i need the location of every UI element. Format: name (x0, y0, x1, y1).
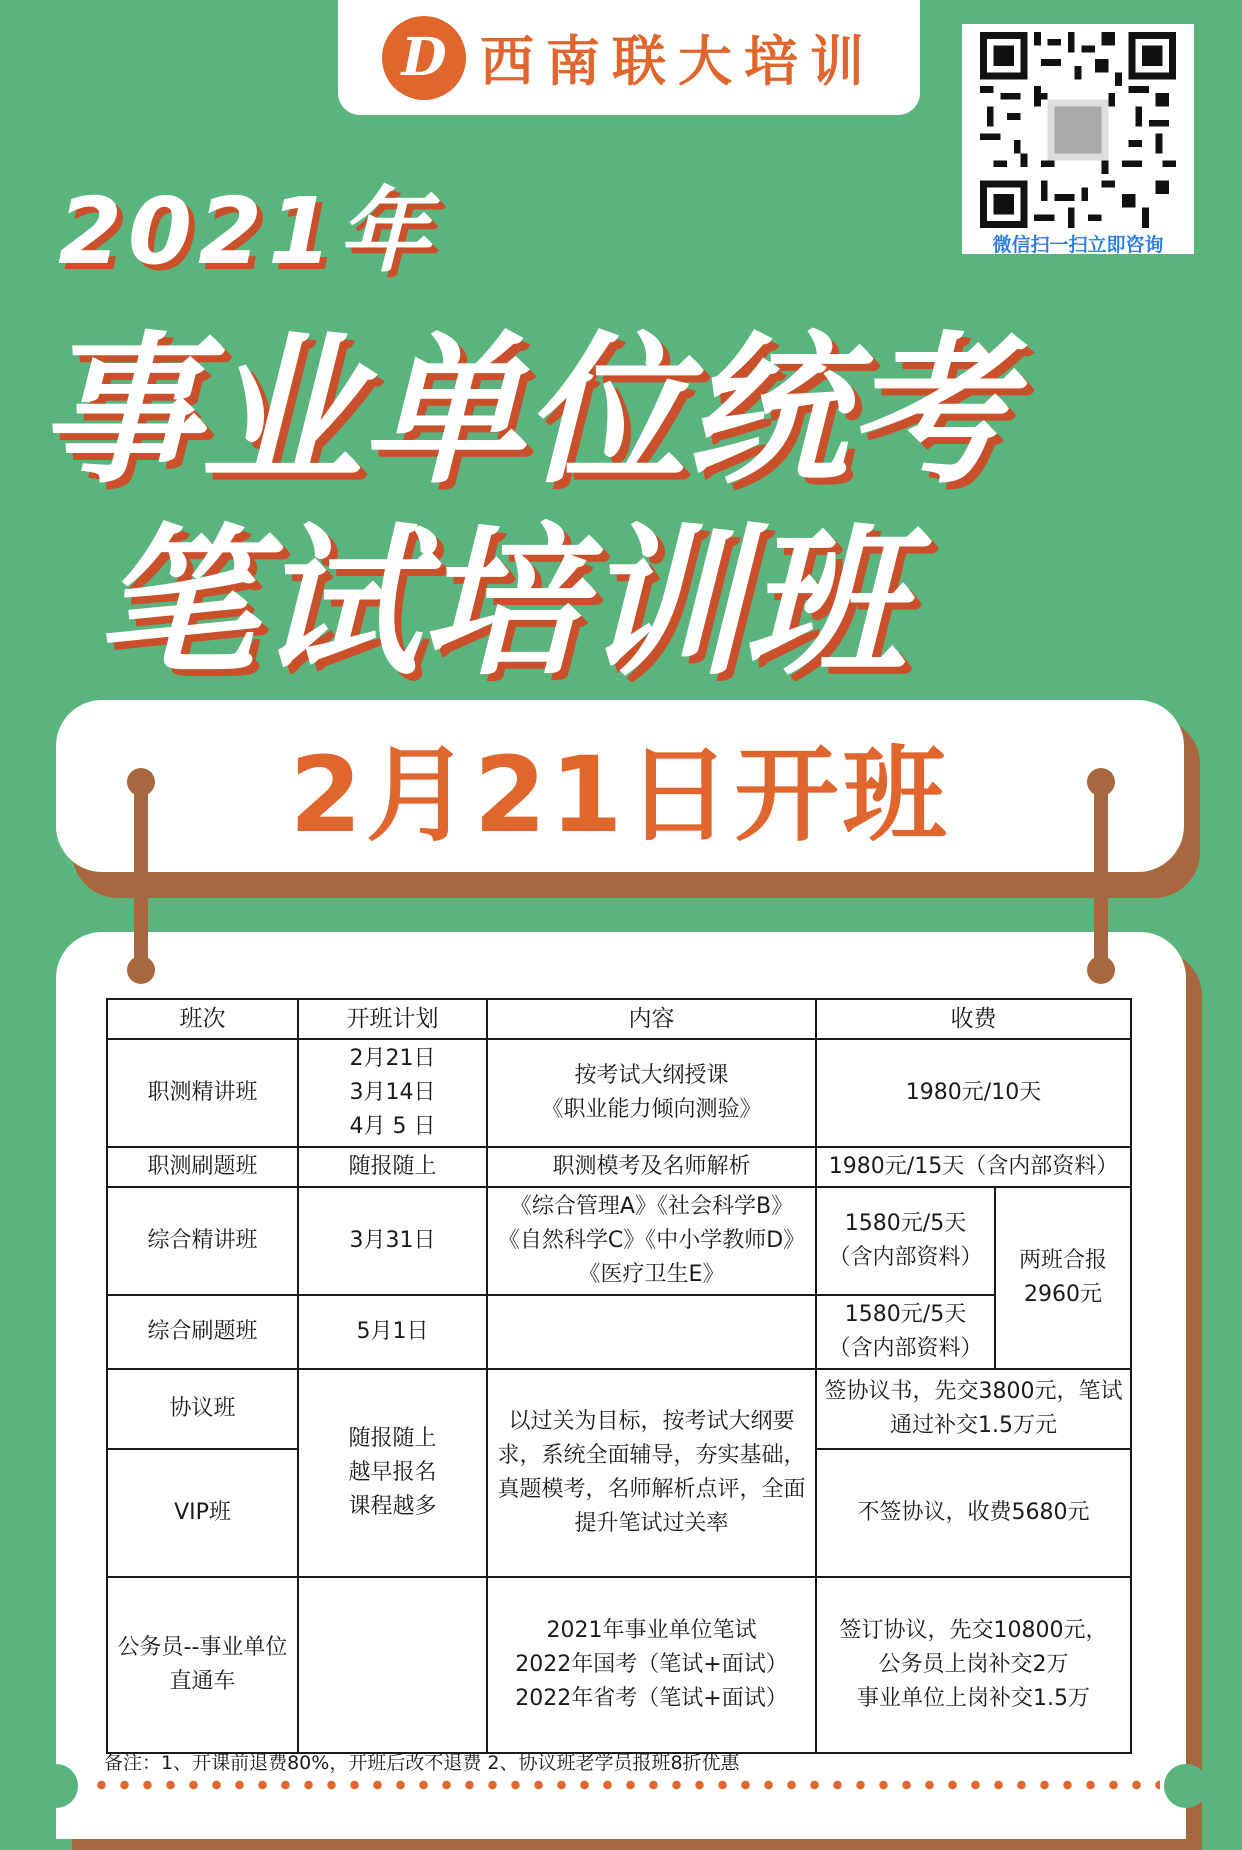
footnote: 备注：1、开课前退费80%，开班后改不退费 2、协议班老学员报班8折优惠 (104, 1752, 740, 1774)
header-schedule: 开班计划 (298, 999, 487, 1039)
header-class: 班次 (107, 999, 298, 1039)
table-row (107, 1295, 1131, 1369)
hanger-right (1094, 782, 1108, 970)
table-header-row (107, 999, 1131, 1039)
table-row (107, 1039, 1131, 1147)
dotted-divider (90, 1780, 1160, 1790)
card-notch-right (1164, 1764, 1208, 1808)
schedule: 随报随上 越早报名 课程越多 (298, 1369, 487, 1577)
hanger-left-bottom-dot (127, 956, 155, 984)
schedule (298, 1577, 487, 1753)
fee: 1980元/15天（含内部资料） (816, 1147, 1131, 1187)
fee: 1580元/5天 （含内部资料） (816, 1187, 995, 1295)
table-row (107, 1369, 1131, 1449)
schedule: 随报随上 (298, 1147, 487, 1187)
card-notch-left (34, 1764, 78, 1808)
schedule: 2月21日 3月14日 4月 5 日 (298, 1039, 487, 1147)
brand-header (338, 0, 920, 115)
qr-code-panel (962, 24, 1194, 254)
class-name: 职测刷题班 (107, 1147, 298, 1187)
content: 职测模考及名师解析 (487, 1147, 816, 1187)
combo-fee: 两班合报 2960元 (995, 1187, 1131, 1369)
hanger-left (134, 782, 148, 970)
table-row (107, 1577, 1131, 1753)
fee: 签协议书，先交3800元，笔试通过补交1.5万元 (816, 1369, 1131, 1449)
hanger-right-top-dot (1087, 768, 1115, 796)
table-row (107, 1147, 1131, 1187)
hanger-left-top-dot (127, 768, 155, 796)
content: 以过关为目标，按考试大纲要求，系统全面辅导，夯实基础，真题模考，名师解析点评，全面提升笔试过关率 (487, 1369, 816, 1577)
fee: 1980元/10天 (816, 1039, 1131, 1147)
schedule: 5月1日 (298, 1295, 487, 1369)
headline-line1: 事业单位统考 (38, 318, 1010, 506)
fee: 不签协议，收费5680元 (816, 1449, 1131, 1577)
table-row (107, 1187, 1131, 1295)
header-content: 内容 (487, 999, 816, 1039)
content (487, 1295, 816, 1369)
class-name: 协议班 (107, 1369, 298, 1449)
headline-line2: 笔试培训班 (96, 510, 906, 698)
class-name: 公务员--事业单位直通车 (107, 1577, 298, 1753)
fee: 签订协议，先交10800元， 公务员上岗补交2万 事业单位上岗补交1.5万 (816, 1577, 1131, 1753)
content: 按考试大纲授课 《职业能力倾向测验》 (487, 1039, 816, 1147)
fee: 1580元/5天 （含内部资料） (816, 1295, 995, 1369)
schedule: 3月31日 (298, 1187, 487, 1295)
hanger-right-bottom-dot (1087, 956, 1115, 984)
qr-code-icon (970, 32, 1186, 228)
class-name: 职测精讲班 (107, 1039, 298, 1147)
start-date: 2月21日开班 (289, 734, 951, 856)
content: 2021年事业单位笔试 2022年国考（笔试+面试） 2022年省考（笔试+面试） (487, 1577, 816, 1753)
class-name: 综合精讲班 (107, 1187, 298, 1295)
pricing-table (106, 998, 1132, 1754)
brand-logo-icon: D (382, 16, 466, 100)
header-fee: 收费 (816, 999, 1131, 1039)
class-name: 综合刷题班 (107, 1295, 298, 1369)
brand-name: 西南联大培训 (480, 29, 876, 93)
class-name: VIP班 (107, 1449, 298, 1577)
headline-year: 2021年 (58, 178, 437, 285)
qr-caption: 微信扫一扫立即咨询 (992, 234, 1164, 256)
date-banner (56, 700, 1184, 872)
content: 《综合管理A》《社会科学B》《自然科学C》《中小学教师D》《医疗卫生E》 (487, 1187, 816, 1295)
